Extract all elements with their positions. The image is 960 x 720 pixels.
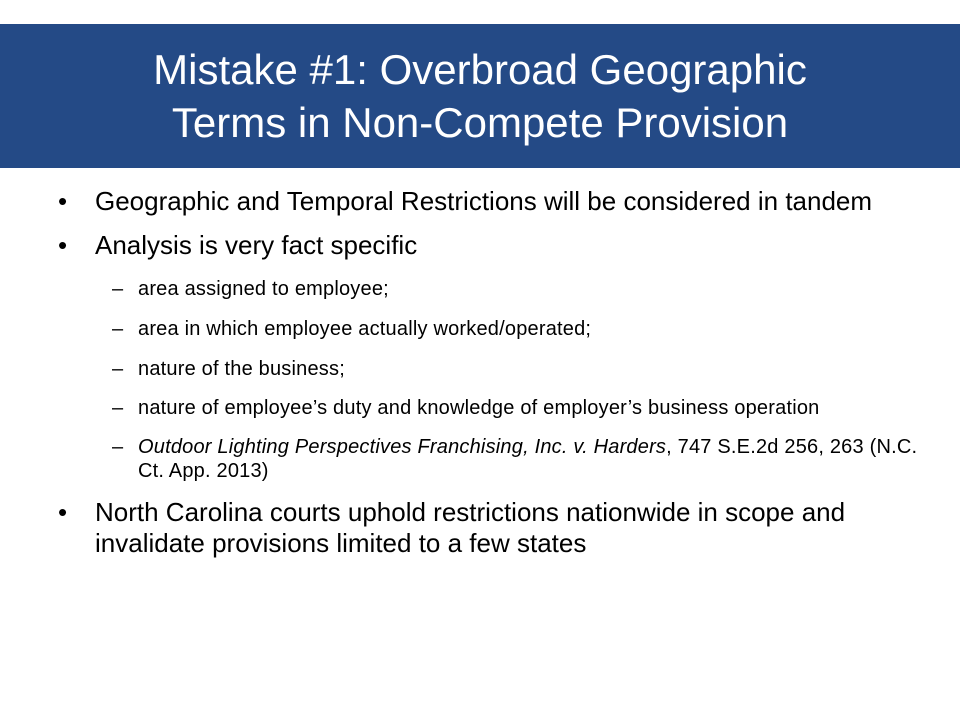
sub-item-citation [0,435,960,483]
slide-body [0,186,960,559]
sub-item-text: nature of the business; [138,358,345,380]
case-citation: , 747 S.E.2d 256, 263 (N.C. Ct. App. 2013) [138,436,918,482]
bullet-text: North Carolina courts uphold restrictions nationwide in scope and invalidate provisions limited to a few states [95,497,846,558]
sub-item [0,317,960,341]
dash-marker: – [112,358,124,380]
sub-item-text: area in which employee actually worked/operated; [138,318,592,340]
bullet-item [0,497,960,559]
title-bar [0,24,960,168]
bullet-marker: • [58,230,68,260]
sub-item-text: area assigned to employee; [138,278,389,300]
bullet-item [0,186,960,217]
slide-title-line-1: Mistake #1: Overbroad Geographic [153,46,807,93]
dash-marker: – [112,436,124,458]
sub-item-text: nature of employee’s duty and knowledge of employer’s business operation [138,397,820,419]
bullet-marker: • [58,186,68,216]
dash-marker: – [112,397,124,419]
slide-title-line-2: Terms in Non-Compete Provision [171,99,789,146]
sub-item [0,396,960,420]
dash-marker: – [112,318,124,340]
case-name: Outdoor Lighting Perspectives Franchising, Inc. v. Harders [138,436,667,458]
bullet-marker: • [58,497,68,527]
bullet-item [0,230,960,261]
bullet-text: Geographic and Temporal Restrictions will be considered in tandem [95,186,873,216]
dash-marker: – [112,278,124,300]
sub-item [0,277,960,301]
sub-item [0,357,960,381]
bullet-text: Analysis is very fact specific [95,230,418,260]
slide-title [153,43,807,149]
